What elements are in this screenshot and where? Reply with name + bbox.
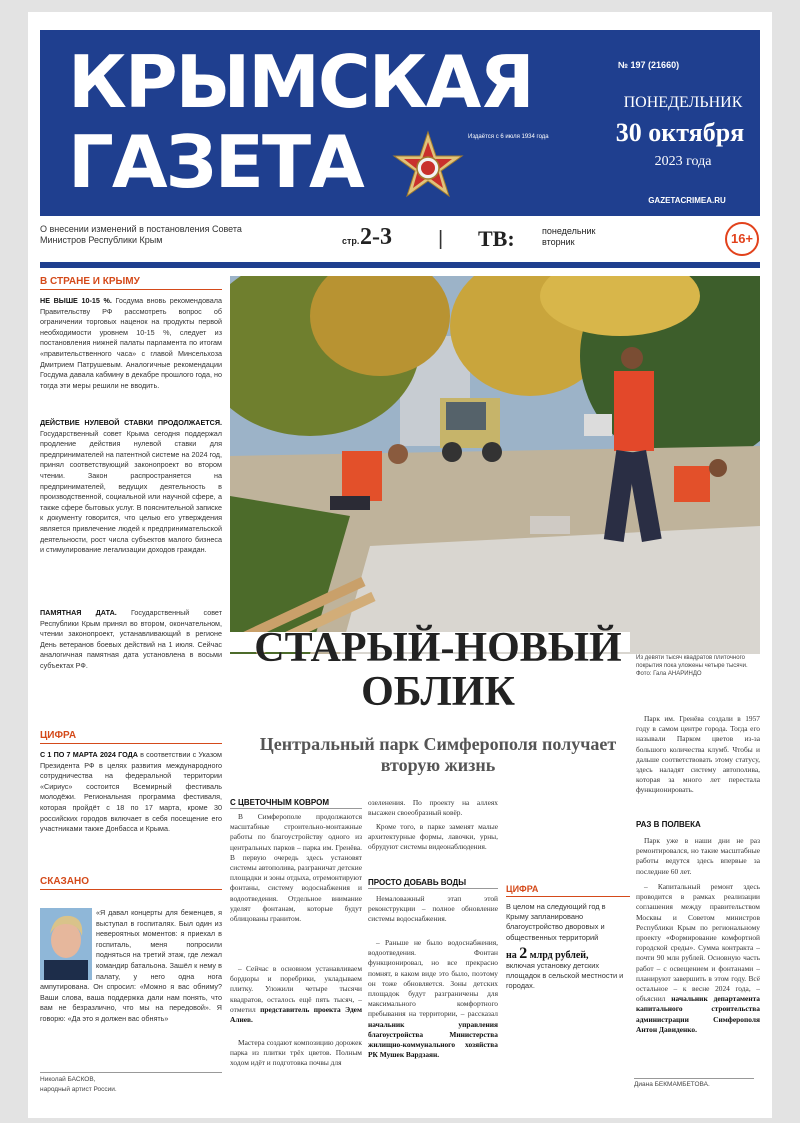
- news-lead: ПАМЯТНАЯ ДАТА.: [40, 608, 117, 617]
- news-item-memorial: [40, 608, 222, 692]
- tv-days: понедельник вторник: [542, 226, 596, 247]
- masthead-title-line1: КРЫМСКАЯ: [68, 40, 533, 124]
- news-lead: НЕ ВЫШЕ 10-15 %.: [40, 296, 112, 305]
- headline-line1: СТАРЫЙ-НОВЫЙ: [254, 625, 622, 671]
- article-col1-speaker: представитель проекта Эдем Алиев.: [230, 1004, 362, 1025]
- quote-body: «Я давал концерты для беженцев, я выступал в госпиталях. Был один из невероятных моментов: я приехал в госпиталь, меня попросили подняться на третий этаж, где лежал командир батальона. Зашёл к нему в палату, у него одна нога ампутирована. Он спросил: «Можно я вас обниму? Ваши слова, ваша поддержка дали нам понять, что вам не безразлично, что мы на передовой». Я говорю: «Да это я должен вас обнять»: [40, 908, 222, 1023]
- issue-date: 30 октября: [615, 118, 745, 147]
- masthead-title-line2: ГАЗЕТА: [68, 120, 363, 204]
- teaser-note[interactable]: О внесении изменений в постановления Совета Министров Республики Крым: [40, 224, 242, 245]
- quote-float-space: [40, 908, 96, 982]
- figure-box-heading: ЦИФРА: [506, 884, 539, 894]
- quote-author-role: народный артист России.: [40, 1086, 117, 1093]
- since-date: Издаётся с 6 июля 1934 года: [468, 134, 549, 140]
- subhead-once-in-half-century: РАЗ В ПОЛВЕКА: [636, 820, 701, 829]
- news-lead: ДЕЙСТВИЕ НУЛЕВОЙ СТАВКИ ПРОДОЛЖАЕТСЯ.: [40, 418, 222, 427]
- news-text: в соответствии с Указом Президента РФ в целях развития международного сотрудничества на федеральной территории «Сириус» состоится Всемирный фестиваль молодёжи. Региональная программа фестиваля, которая пройдёт с 18 по 17 марта, кроме 30 российских городов включает в себя посещение его участниками также Донбасса и Крыма.: [40, 750, 222, 834]
- figure-box: [506, 902, 630, 992]
- article-col2-text4: [368, 938, 498, 1098]
- news-text: Госдума вновь рекомендовала Правительству РФ рассмотреть вопрос об ограничении торговых наценок на продукты первой необходимости уровнем 10-15 %, следует из постановления нижней палаты парламента по итогам «правительственного часа» с главой Минсельхоза Дмитрием Патрушевым. Аналогичные рекомендации Госдума давала кабмину в декабре прошлого года, но тогда эти меры решили не вводить.: [40, 296, 222, 390]
- subhead-rule: [230, 808, 362, 809]
- website-link[interactable]: GAZETACRIMEA.RU: [648, 196, 726, 205]
- teaser-strip: [40, 218, 760, 260]
- figure-box-rule: [506, 896, 630, 897]
- quote-author: Николай БАСКОВ,: [40, 1076, 96, 1083]
- figure-box-text: В целом на следующий год в Крыму запланировано благоустройство дворовых и общественных территорий: [506, 902, 606, 942]
- page-label: стр.: [342, 236, 360, 246]
- news-item-markup: [40, 296, 222, 412]
- masthead: [40, 30, 760, 216]
- article-col1-text1: В Симферополе продолжаются масштабные строительно-монтажные работы по благоустройству одного из центральных парков – парка им. Гренёва. В первую очередь здесь установят системы автополива, разграничат детские площадки и зоны отдыха, отремонтируют фонтаны, систему водоснабжения и водоотведения. Отдельное внимание уделят фонтанам, которые будут облицованы гранитом.: [230, 812, 362, 924]
- article-author: Диана БЕКМАМБЕТОВА.: [634, 1078, 754, 1088]
- photo-caption: [636, 654, 760, 678]
- section-heading-figure: ЦИФРА: [40, 730, 222, 744]
- header-divider: [40, 262, 760, 268]
- article-col4-quote: – Капитальный ремонт здесь проводится в рамках реализации соглашения между правительством Москвы и Советом министров Республики Крым по региональному проекту «Формирование комфортной городской среды». Сумма контракта – почти 90 млн рублей. Основную часть работ – с освещением и фонтанами – планируют завершить в этом году. Всё остальное – к весне 2024 года, – объяснил: [636, 882, 760, 1004]
- article-col4-text2: [636, 882, 760, 1072]
- article-headline: [238, 626, 638, 714]
- news-item-tax: [40, 418, 222, 600]
- page-range[interactable]: 2-3: [360, 224, 392, 250]
- lead-photo: [230, 276, 760, 654]
- article-col1-text3: Мастера создают композицию дорожек парка из плитки трёх цветов. Полным ходом идёт и подготовка почвы для: [230, 1038, 362, 1068]
- quote-text: [40, 908, 222, 1068]
- article-col1-text2: [230, 964, 362, 1036]
- article-col4-text1: Парк уже в наши дни не раз ремонтировался, но такие масштабные работы ведутся здесь впервые за последние 60 лет.: [636, 836, 760, 876]
- photo-caption-text: Из девяти тысяч квадратов плиточного покрытия пока уложены четыре тысячи.: [636, 655, 748, 669]
- subhead-rule: [368, 888, 498, 889]
- figure-box-value: [506, 944, 630, 962]
- park-workers-photo: [230, 276, 760, 654]
- article-col2-speaker: начальник управления благоустройства Министерства жилищно-коммунального хозяйства РК Мушек Вардзаян.: [368, 1019, 498, 1060]
- strip-separator: |: [438, 228, 444, 250]
- article-col4-speaker: начальник департамента капитального строительства администрации Симферополя Антон Давиденко.: [636, 994, 760, 1034]
- figure-box-number: 2: [519, 944, 528, 962]
- age-rating-badge: 16+: [725, 222, 759, 256]
- newspaper-page: [28, 12, 772, 1118]
- figure-box-after: включая установку детских площадок в сельской местности и городах.: [506, 961, 624, 991]
- section-heading-said: СКАЗАНО: [40, 876, 222, 890]
- article-col2-quote: – Раньше не было водоснабжения, водоотведения. Фонтан функционировал, но все прекрасно помнят, в каком виде это было, поэтому он тоже обновляется. Зоны детских площадок будут разграничены для максимального комфортного пребывания на территории, – рассказал: [368, 938, 498, 1019]
- news-lead: С 1 ПО 7 МАРТА 2024 ГОДА: [40, 750, 138, 759]
- article-col2-text2: Кроме того, в парке заменят малые архитектурные формы, лавочки, урны, обрудуют системы видеонаблюдения.: [368, 822, 498, 852]
- headline-line2: ОБЛИК: [361, 669, 515, 715]
- issue-number: № 197 (21660): [618, 60, 680, 70]
- order-emblem-icon: [390, 130, 466, 206]
- subhead-flower-carpet: С ЦВЕТОЧНЫМ КОВРОМ: [230, 798, 329, 807]
- section-heading-country: В СТРАНЕ И КРЫМУ: [40, 276, 222, 290]
- subhead-just-add-water: ПРОСТО ДОБАВЬ ВОДЫ: [368, 878, 467, 887]
- figure-box-unit: млрд рублей,: [529, 949, 589, 961]
- news-text: Государственный совет Крыма сегодня поддержал продление действия нулевой ставки для предпринимателей на патентной системе на 2024 год, принял соответствующий законопроект во втором чтении. Закон распространяется на предпринимателей, ведущих деятельность в производственной, социальной или научной сфере, а также сфере бытовых услуг. В пояснительной записке к документу говорится, что целью его утверждения является привлечение людей к предпринимательской деятельности, рост числа субъектов малого бизнеса и стимулирование легализации доходов граждан.: [40, 428, 222, 555]
- issue-year: 2023 года: [654, 154, 712, 169]
- quote-signature: [40, 1072, 222, 1095]
- weekday: ПОНЕДЕЛЬНИК: [623, 94, 743, 111]
- article-col4-intro: Парк им. Гренёва создали в 1957 году в самом центре города. Тогда его называли Парком цветов из-за большого количества клумб. Чтобы и дальше соответствовать этому статусу, здесь наладят систему автополива, которая за много лет перестала функционировать.: [636, 714, 760, 795]
- tv-label[interactable]: ТВ:: [478, 226, 515, 251]
- news-text: Государственный совет Республики Крым принял во втором, окончательном, чтении законопроект, устанавливающий в регионе День ветеранов боевых действий на 1 июля. Сейчас аналогичная памятная дата установлена в восьми субъектах РФ.: [40, 608, 222, 670]
- news-item-festival: [40, 750, 222, 870]
- article-col1-quote: – Сейчас в основном устанавливаем бордюры и поребрики, укладываем плитку. Уложили четыре тысячи квадратов, осталось ещё пять тысяч, – отметил: [230, 964, 362, 1014]
- article-col2-text3: Немаловажный этап этой реконструкции – полное обновление системы водоснабжения.: [368, 894, 498, 924]
- photo-credit: Фото: Гала АНАРИНДО: [636, 671, 702, 677]
- figure-box-prefix: на: [506, 949, 517, 961]
- article-col2-text1: озеленения. По проекту на аллеях высажен своеобразный ковёр.: [368, 798, 498, 818]
- article-subhead: Центральный парк Симферополя получает вторую жизнь: [259, 734, 617, 775]
